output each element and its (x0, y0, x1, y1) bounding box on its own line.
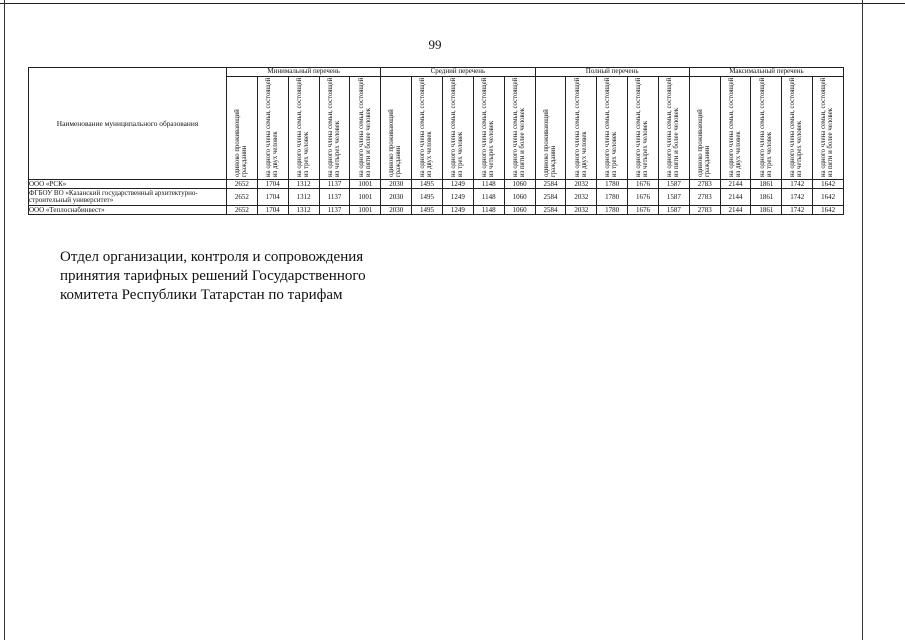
tariff-value: 1312 (288, 180, 319, 189)
subheader-cell (782, 77, 813, 180)
tariff-value: 1861 (751, 189, 782, 206)
group-header: Средний перечень (381, 68, 535, 77)
subheader-label: одиноко проживающий гражданин (234, 109, 248, 177)
tariff-value: 1861 (751, 206, 782, 215)
tariff-value: 1060 (504, 180, 535, 189)
subheader-cell (257, 77, 288, 180)
tariff-value: 1587 (658, 206, 689, 215)
tariff-value: 1861 (751, 180, 782, 189)
tariff-value: 1587 (658, 180, 689, 189)
tariff-value: 1249 (442, 180, 473, 189)
tariff-value: 2652 (227, 189, 258, 206)
subheader-label: на одного члена семьи, состоящей из трех человек (295, 77, 310, 177)
subheader-cell (473, 77, 504, 180)
subheader-label: на одного члена семьи, состоящей из двух человек (264, 77, 279, 177)
subheader-cell (227, 77, 258, 180)
subheader-label: на одного члена семьи, состоящей из пяти и более человек (511, 77, 526, 177)
group-header: Полный перечень (535, 68, 689, 77)
tariff-value: 2584 (535, 189, 566, 206)
tariff-value: 1642 (813, 189, 844, 206)
tariff-value: 1312 (288, 206, 319, 215)
subheader-label: на одного члена семьи, состоящей из трех человек (758, 77, 773, 177)
tariff-table (28, 67, 844, 215)
tariff-value: 2783 (689, 189, 720, 206)
organization-name: ООО «Теплоснабинвест» (29, 206, 227, 215)
tariff-value: 1642 (813, 180, 844, 189)
subheader-label: на одного члена семьи, состоящей из двух человек (419, 77, 434, 177)
group-header: Минимальный перечень (227, 68, 381, 77)
tariff-value: 1148 (473, 180, 504, 189)
tariff-value: 2030 (381, 180, 412, 189)
subheader-cell (350, 77, 381, 180)
tariff-value: 1704 (257, 206, 288, 215)
subheader-cell (751, 77, 782, 180)
tariff-value: 1642 (813, 206, 844, 215)
tariff-value: 1148 (473, 189, 504, 206)
tariff-value: 1676 (628, 189, 659, 206)
subheader-cell (597, 77, 628, 180)
subheader-cell (658, 77, 689, 180)
organization-name: ФГБОУ ВО «Казанский государственный архитектурно-строительный университет» (29, 189, 227, 206)
table-row (29, 206, 844, 215)
subheader-label: на одного члена семьи, состоящей из двух человек (727, 77, 742, 177)
tariff-value: 2032 (566, 206, 597, 215)
table-row (29, 189, 844, 206)
tariff-value: 1676 (628, 180, 659, 189)
tariff-value: 1704 (257, 189, 288, 206)
tariff-value: 1742 (782, 206, 813, 215)
subheader-label: одиноко проживающий гражданин (696, 109, 711, 177)
subheader-label: на одного члена семьи, состоящей из трех человек (450, 77, 464, 177)
subheader-cell (442, 77, 473, 180)
tariff-value: 2783 (689, 206, 720, 215)
page-right-border (862, 0, 863, 640)
tariff-value: 1060 (504, 189, 535, 206)
tariff-value: 2144 (720, 206, 751, 215)
group-header: Максимальный перечень (689, 68, 843, 77)
tariff-value: 1676 (628, 206, 659, 215)
subheader-label: на одного члена семьи, состоящей из пяти и более человек (820, 77, 835, 177)
tariff-value: 1137 (319, 180, 350, 189)
subheader-cell (689, 77, 720, 180)
subheader-cell (504, 77, 535, 180)
tariff-value: 2584 (535, 206, 566, 215)
tariff-value: 1495 (412, 180, 443, 189)
tariff-value: 2783 (689, 180, 720, 189)
tariff-value: 1780 (597, 206, 628, 215)
subheader-cell (813, 77, 844, 180)
page-number: 99 (428, 37, 442, 52)
subheader-cell (381, 77, 412, 180)
subheader-label: на одного члена семьи, состоящей из пяти и более человек (666, 77, 680, 177)
tariff-value: 2144 (720, 189, 751, 206)
subheader-cell (288, 77, 319, 180)
table-row (29, 180, 844, 189)
subheader-label: одиноко проживающий гражданин (542, 109, 557, 177)
tariff-value: 2030 (381, 206, 412, 215)
tariff-value: 1060 (504, 206, 535, 215)
tariff-value: 2032 (566, 180, 597, 189)
subheader-cell (319, 77, 350, 180)
tariff-value: 1001 (350, 206, 381, 215)
subheader-label: на одного члена семьи, состоящей из четырех человек (635, 77, 649, 177)
subheader-label: одиноко проживающий гражданин (388, 109, 403, 177)
tariff-value: 1148 (473, 206, 504, 215)
subheader-label: на одного члена семьи, состоящей из четырех человек (326, 77, 341, 177)
subheader-label: на одного члена семьи, состоящей из пяти и более человек (357, 77, 372, 177)
subheader-label: на одного члена семьи, состоящей из двух человек (573, 77, 588, 177)
tariff-value: 1742 (782, 180, 813, 189)
tariff-value: 1780 (597, 189, 628, 206)
tariff-value: 1742 (782, 189, 813, 206)
tariff-value: 1587 (658, 189, 689, 206)
tariff-value: 1312 (288, 189, 319, 206)
subheader-label: на одного члена семьи, состоящей из четырех человек (789, 77, 804, 177)
tariff-value: 1249 (442, 189, 473, 206)
subheader-cell (412, 77, 443, 180)
subheader-cell (566, 77, 597, 180)
tariff-value: 2652 (227, 206, 258, 215)
subheader-cell (535, 77, 566, 180)
municipality-name-header: Наименование муниципального образования (29, 68, 227, 180)
department-title: Отдел организации, контроля и сопровождения принятия тарифных решений Государственного комитета Республики Татарстан по тарифам (60, 249, 366, 303)
tariff-value: 2652 (227, 180, 258, 189)
tariff-value: 1495 (412, 206, 443, 215)
organization-name: ООО «РСК» (29, 180, 227, 189)
tariff-value: 2584 (535, 180, 566, 189)
group-header-row (29, 68, 844, 77)
tariff-value: 1495 (412, 189, 443, 206)
tariff-value: 2032 (566, 189, 597, 206)
tariff-value: 2030 (381, 189, 412, 206)
subheader-cell (720, 77, 751, 180)
tariff-value: 2144 (720, 180, 751, 189)
tariff-value: 1137 (319, 206, 350, 215)
subheader-cell (628, 77, 659, 180)
tariff-value: 1780 (597, 180, 628, 189)
tariff-value: 1249 (442, 206, 473, 215)
tariff-value: 1001 (350, 180, 381, 189)
page-left-border (4, 0, 5, 640)
table-body (29, 180, 844, 215)
subheader-label: на одного члена семьи, состоящей из четырех человек (480, 77, 495, 177)
tariff-value: 1704 (257, 180, 288, 189)
tariff-value: 1001 (350, 189, 381, 206)
page-top-border (0, 3, 905, 4)
tariff-value: 1137 (319, 189, 350, 206)
subheader-label: на одного члена семьи, состоящей из трех человек (604, 77, 619, 177)
